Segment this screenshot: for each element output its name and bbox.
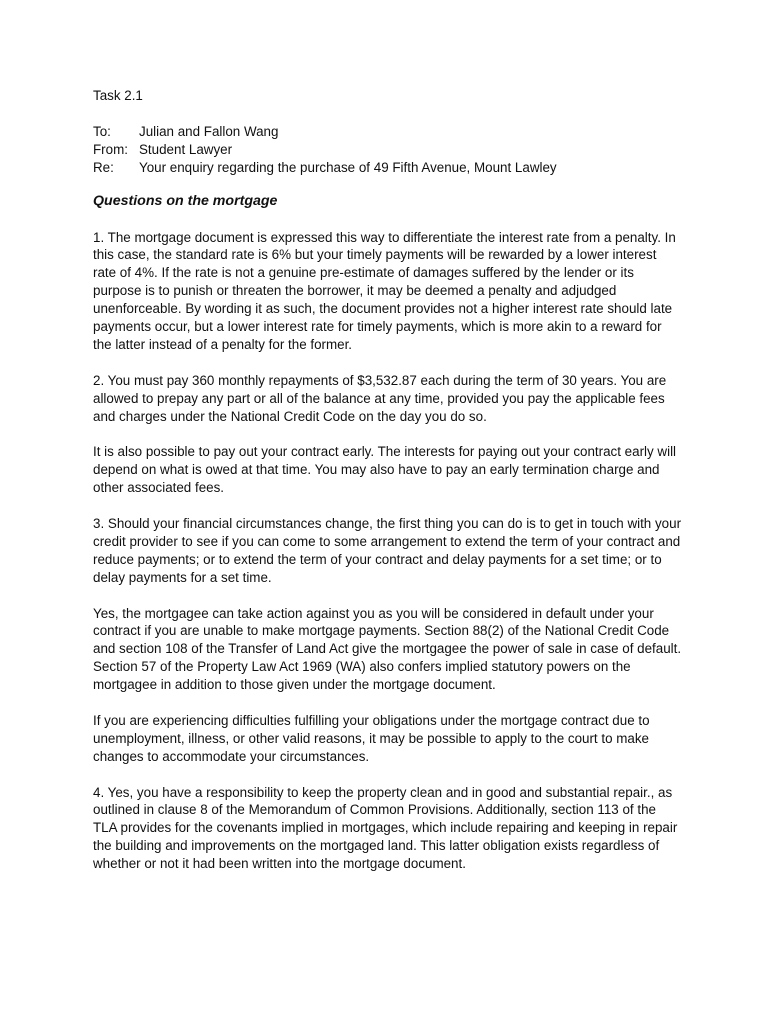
paragraph-2: 2. You must pay 360 monthly repayments of $3,532.87 each during the term of 30 years. You are allowed to prepay any part or all of the balance at any time, provided you pay the applicable fees and charges under the National Credit Code on the day you do so.: [93, 372, 667, 424]
paragraph-5: Yes, the mortgagee can take action against you as you will be considered in default under your contract if you are unable to make mortgage payments. Section 88(2) of the National Credit Code and section 108 of the Transfer of Land Act give the mortgagee the power of sale in case of default. Section 57 of the Property Law Act 1969 (WA) also confers implied statutory powers on the mortgagee in addition to those given under the mortgage document.: [93, 605, 682, 693]
memo-from-row: [93, 141, 683, 159]
task-label: Task 2.1: [93, 88, 143, 103]
memo-to-row: [93, 123, 683, 141]
memo-to-value: Julian and Fallon Wang: [139, 123, 279, 139]
memo-to-label: To:: [93, 123, 111, 139]
memo-re-value: Your enquiry regarding the purchase of 49 Fifth Avenue, Mount Lawley: [139, 159, 557, 175]
memo-re-row: [93, 159, 683, 177]
paragraph-6: If you are experiencing difficulties fulfilling your obligations under the mortgage contract due to unemployment, illness, or other valid reasons, it may be possible to apply to the court to make changes to accommodate your circumstances.: [93, 712, 650, 764]
memo-from-value: Student Lawyer: [139, 141, 233, 157]
memo-header: [93, 123, 683, 177]
paragraph-3: It is also possible to pay out your contract early. The interests for paying out your contract early will depend on what is owed at that time. You may also have to pay an early termination charge and other associated fees.: [93, 444, 677, 496]
document-page: [93, 87, 683, 891]
memo-re-label: Re:: [93, 159, 114, 175]
memo-from-label: From:: [93, 141, 128, 157]
section-heading: Questions on the mortgage: [93, 192, 278, 209]
paragraph-1: 1. The mortgage document is expressed this way to differentiate the interest rate from a penalty. In this case, the standard rate is 6% but your timely payments will be rewarded by a lower interest rate of 4%. If the rate is not a genuine pre-estimate of damages suffered by the lender or its purpose is to punish or threaten the borrower, it may be deemed a penalty and adjudged unenforceable. By wording it as such, the document provides not a higher interest rate should late payments occur, but a lower interest rate for timely payments, which is more akin to a reward for the latter instead of a penalty for the former.: [93, 229, 676, 352]
paragraph-7: 4. Yes, you have a responsibility to keep the property clean and in good and substantial repair., as outlined in clause 8 of the Memorandum of Common Provisions. Additionally, section 113 of the TLA provides for the covenants implied in mortgages, which include repairing and keeping in repair the building and improvements on the mortgaged land. This latter obligation exists regardless of whether or not it had been written into the mortgage document.: [93, 784, 678, 872]
paragraph-4: 3. Should your financial circumstances change, the first thing you can do is to get in touch with your credit provider to see if you can come to some arrangement to extend the term of your contract and reduce payments; or to extend the term of your contract and delay payments for a set time; or to delay payments for a set time.: [93, 515, 682, 585]
